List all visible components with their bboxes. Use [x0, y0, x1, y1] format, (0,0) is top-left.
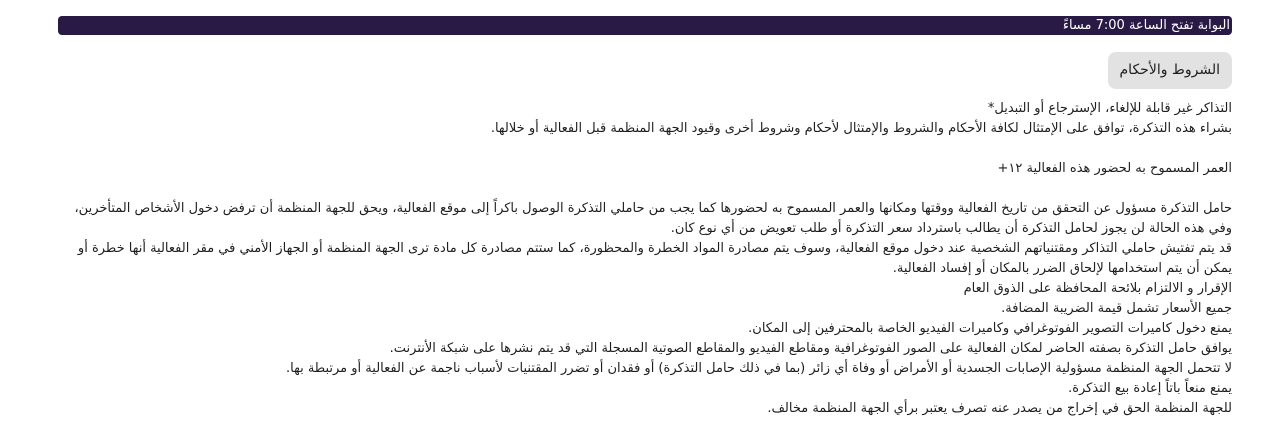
gate-opening-banner: البوابة تفتح الساعة 7:00 مساءً — [58, 16, 1232, 35]
terms-line: للجهة المنظمة الحق في إخراج من يصدر عنه تصرف يعتبر برأي الجهة المنظمة مخالف. — [767, 401, 1232, 416]
terms-line: التذاكر غير قابلة للإلغاء، الإسترجاع أو التبديل* — [987, 101, 1232, 116]
terms-line: قد يتم تفتيش حاملي التذاكر ومقتنياتهم الشخصية عند دخول موقع الفعالية، وسوف يتم مصادرة المواد الخطرة والمحظورة، كما ستتم مصادرة كل مادة ترى الجهة المنظمة أو الجهاز الأمني في مقر الفعالية أنها خطرة أو يمكن أن يتم استخدامها لإلحاق الضرر بالمكان أو إفساد الفعالية. — [77, 241, 1232, 276]
terms-line — [57, 179, 1232, 199]
terms-text-block — [57, 99, 1232, 419]
terms-line: بشراء هذه التذكرة، توافق على الإمتثال لكافة الأحكام والشروط والإمتثال لأحكام وشروط أخرى وقيود الجهة المنظمة قبل الفعالية أو خلالها. — [490, 121, 1232, 136]
terms-line: جميع الأسعار تشمل قيمة الضريبة المضافة. — [1001, 301, 1232, 316]
terms-line: يمنع منعاً باتاً إعادة بيع التذكرة. — [1068, 381, 1232, 396]
terms-line: حامل التذكرة مسؤول عن التحقق من تاريخ الفعالية ووقتها ومكانها والعمر المسموح به لحضورها كما يجب من حاملي التذكرة الوصول باكراً إلى موقع الفعالية، ويحق للجهة المنظمة أن ترفض دخول الأشخاص المتأخرين، وفي هذه الحالة لن يجوز لحامل التذكرة أن يطالب باسترداد سعر التذكرة أو طلب تعويض من أي نوع كان. — [74, 201, 1232, 236]
terms-and-conditions-tab[interactable]: الشروط والأحكام — [1108, 52, 1232, 89]
terms-line: يمنع دخول كاميرات التصوير الفوتوغرافي وكاميرات الفيديو الخاصة بالمحترفين إلى المكان. — [748, 321, 1232, 336]
terms-line: العمر المسموح به لحضور هذه الفعالية ١٢+ — [997, 161, 1232, 176]
terms-line: الإقرار و الالتزام بلائحة المحافظة على الذوق العام — [963, 281, 1232, 296]
terms-line — [57, 139, 1232, 159]
terms-line: يوافق حامل التذكرة بصفته الحاضر لمكان الفعالية على الصور الفوتوغرافية ومقاطع الفيديو والمقاطع الصوتية المسجلة التي قد يتم نشرها على شبكة الأنترنت. — [389, 341, 1232, 356]
terms-line: لا تتحمل الجهة المنظمة مسؤولية الإصابات الجسدية أو الأمراض أو وفاة أي زائر (بما في ذلك حامل التذكرة) أو فقدان أو تضرر المقتنيات لأسباب ناجمة عن الفعالية أو مرتبطة بها. — [286, 361, 1232, 376]
